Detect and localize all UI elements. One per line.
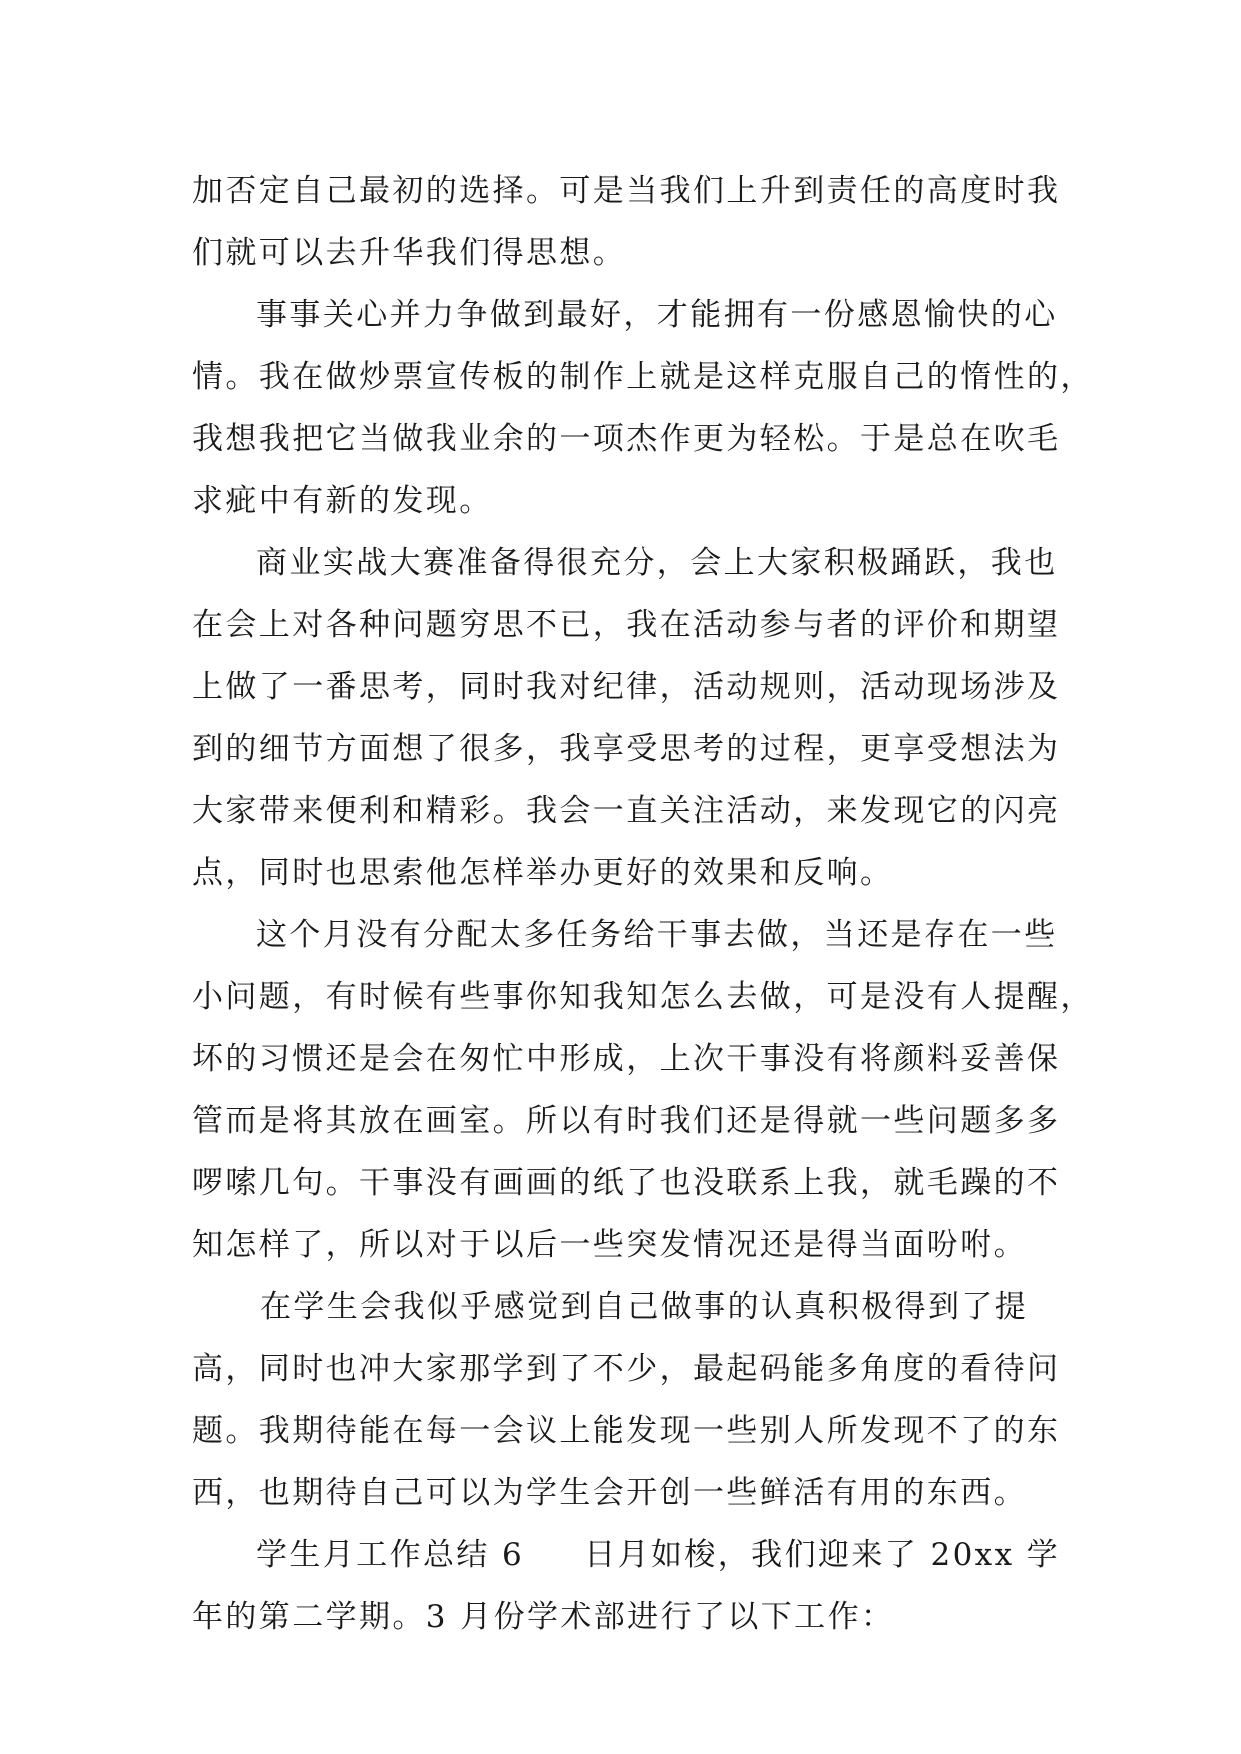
text-line: 商业实战大赛准备得很充分，会上大家积极踊跃，我也 xyxy=(256,545,1058,581)
text-line: 坏的习惯还是会在匆忙中形成，上次干事没有将颜料妥善保 xyxy=(192,1041,1061,1077)
text-line: 啰嗦几句。干事没有画画的纸了也没联系上我，就毛躁的不 xyxy=(192,1165,1061,1201)
text-line: 知怎样了，所以对于以后一些突发情况还是得当面吩咐。 xyxy=(192,1227,1027,1263)
text-line: 在学生会我似乎感觉到自己做事的认真积极得到了提 xyxy=(260,1289,1029,1325)
text-line: 事事关心并力争做到最好，才能拥有一份感恩愉快的心 xyxy=(256,297,1058,333)
section-heading: 学生月工作总结 6 xyxy=(256,1537,525,1573)
document-body xyxy=(192,160,1094,1648)
paragraph xyxy=(192,532,1061,904)
paragraph xyxy=(192,1276,1061,1524)
text-line: 上做了一番思考，同时我对纪律，活动规则，活动现场涉及 xyxy=(192,669,1061,705)
text-line: 求疵中有新的发现。 xyxy=(192,483,493,519)
text-line: 这个月没有分配太多任务给干事去做，当还是存在一些 xyxy=(256,917,1058,953)
text-line: 高，同时也冲大家那学到了不少，最起码能多角度的看待问 xyxy=(192,1351,1061,1387)
text-line: 西，也期待自己可以为学生会开创一些鲜活有用的东西。 xyxy=(192,1475,1027,1511)
paragraph xyxy=(192,284,1094,532)
text-line: 年的第二学期。3 月份学术部进行了以下工作： xyxy=(192,1599,895,1635)
text-line: 小问题，有时候有些事你知我知怎么去做，可是没有人提醒， xyxy=(192,979,1094,1015)
text-line: 到的细节方面想了很多，我享受思考的过程，更享受想法为 xyxy=(192,731,1061,767)
text-line: 我想我把它当做我业余的一项杰作更为轻松。于是总在吹毛 xyxy=(192,421,1061,457)
text-line: 大家带来便利和精彩。我会一直关注活动，来发现它的闪亮 xyxy=(192,793,1061,829)
closing-first-line xyxy=(192,1524,1061,1586)
paragraph-continuation xyxy=(192,160,1061,284)
closing-paragraph xyxy=(192,1524,1061,1648)
paragraph xyxy=(192,904,1094,1276)
text-line: 点，同时也思索他怎样举办更好的效果和反响。 xyxy=(192,855,894,891)
text-line: 题。我期待能在每一会议上能发现一些别人所发现不了的东 xyxy=(192,1413,1061,1449)
text-line: 管而是将其放在画室。所以有时我们还是得就一些问题多多 xyxy=(192,1103,1061,1139)
text-line: 加否定自己最初的选择。可是当我们上升到责任的高度时我 xyxy=(192,173,1061,209)
closing-first-line-text: 日月如梭，我们迎来了 20xx 学 xyxy=(584,1537,1061,1573)
text-line: 们就可以去升华我们得思想。 xyxy=(192,235,627,271)
text-line: 情。我在做炒票宣传板的制作上就是这样克服自己的惰性的， xyxy=(192,359,1094,395)
text-line: 在会上对各种问题穷思不已，我在活动参与者的评价和期望 xyxy=(192,607,1061,643)
